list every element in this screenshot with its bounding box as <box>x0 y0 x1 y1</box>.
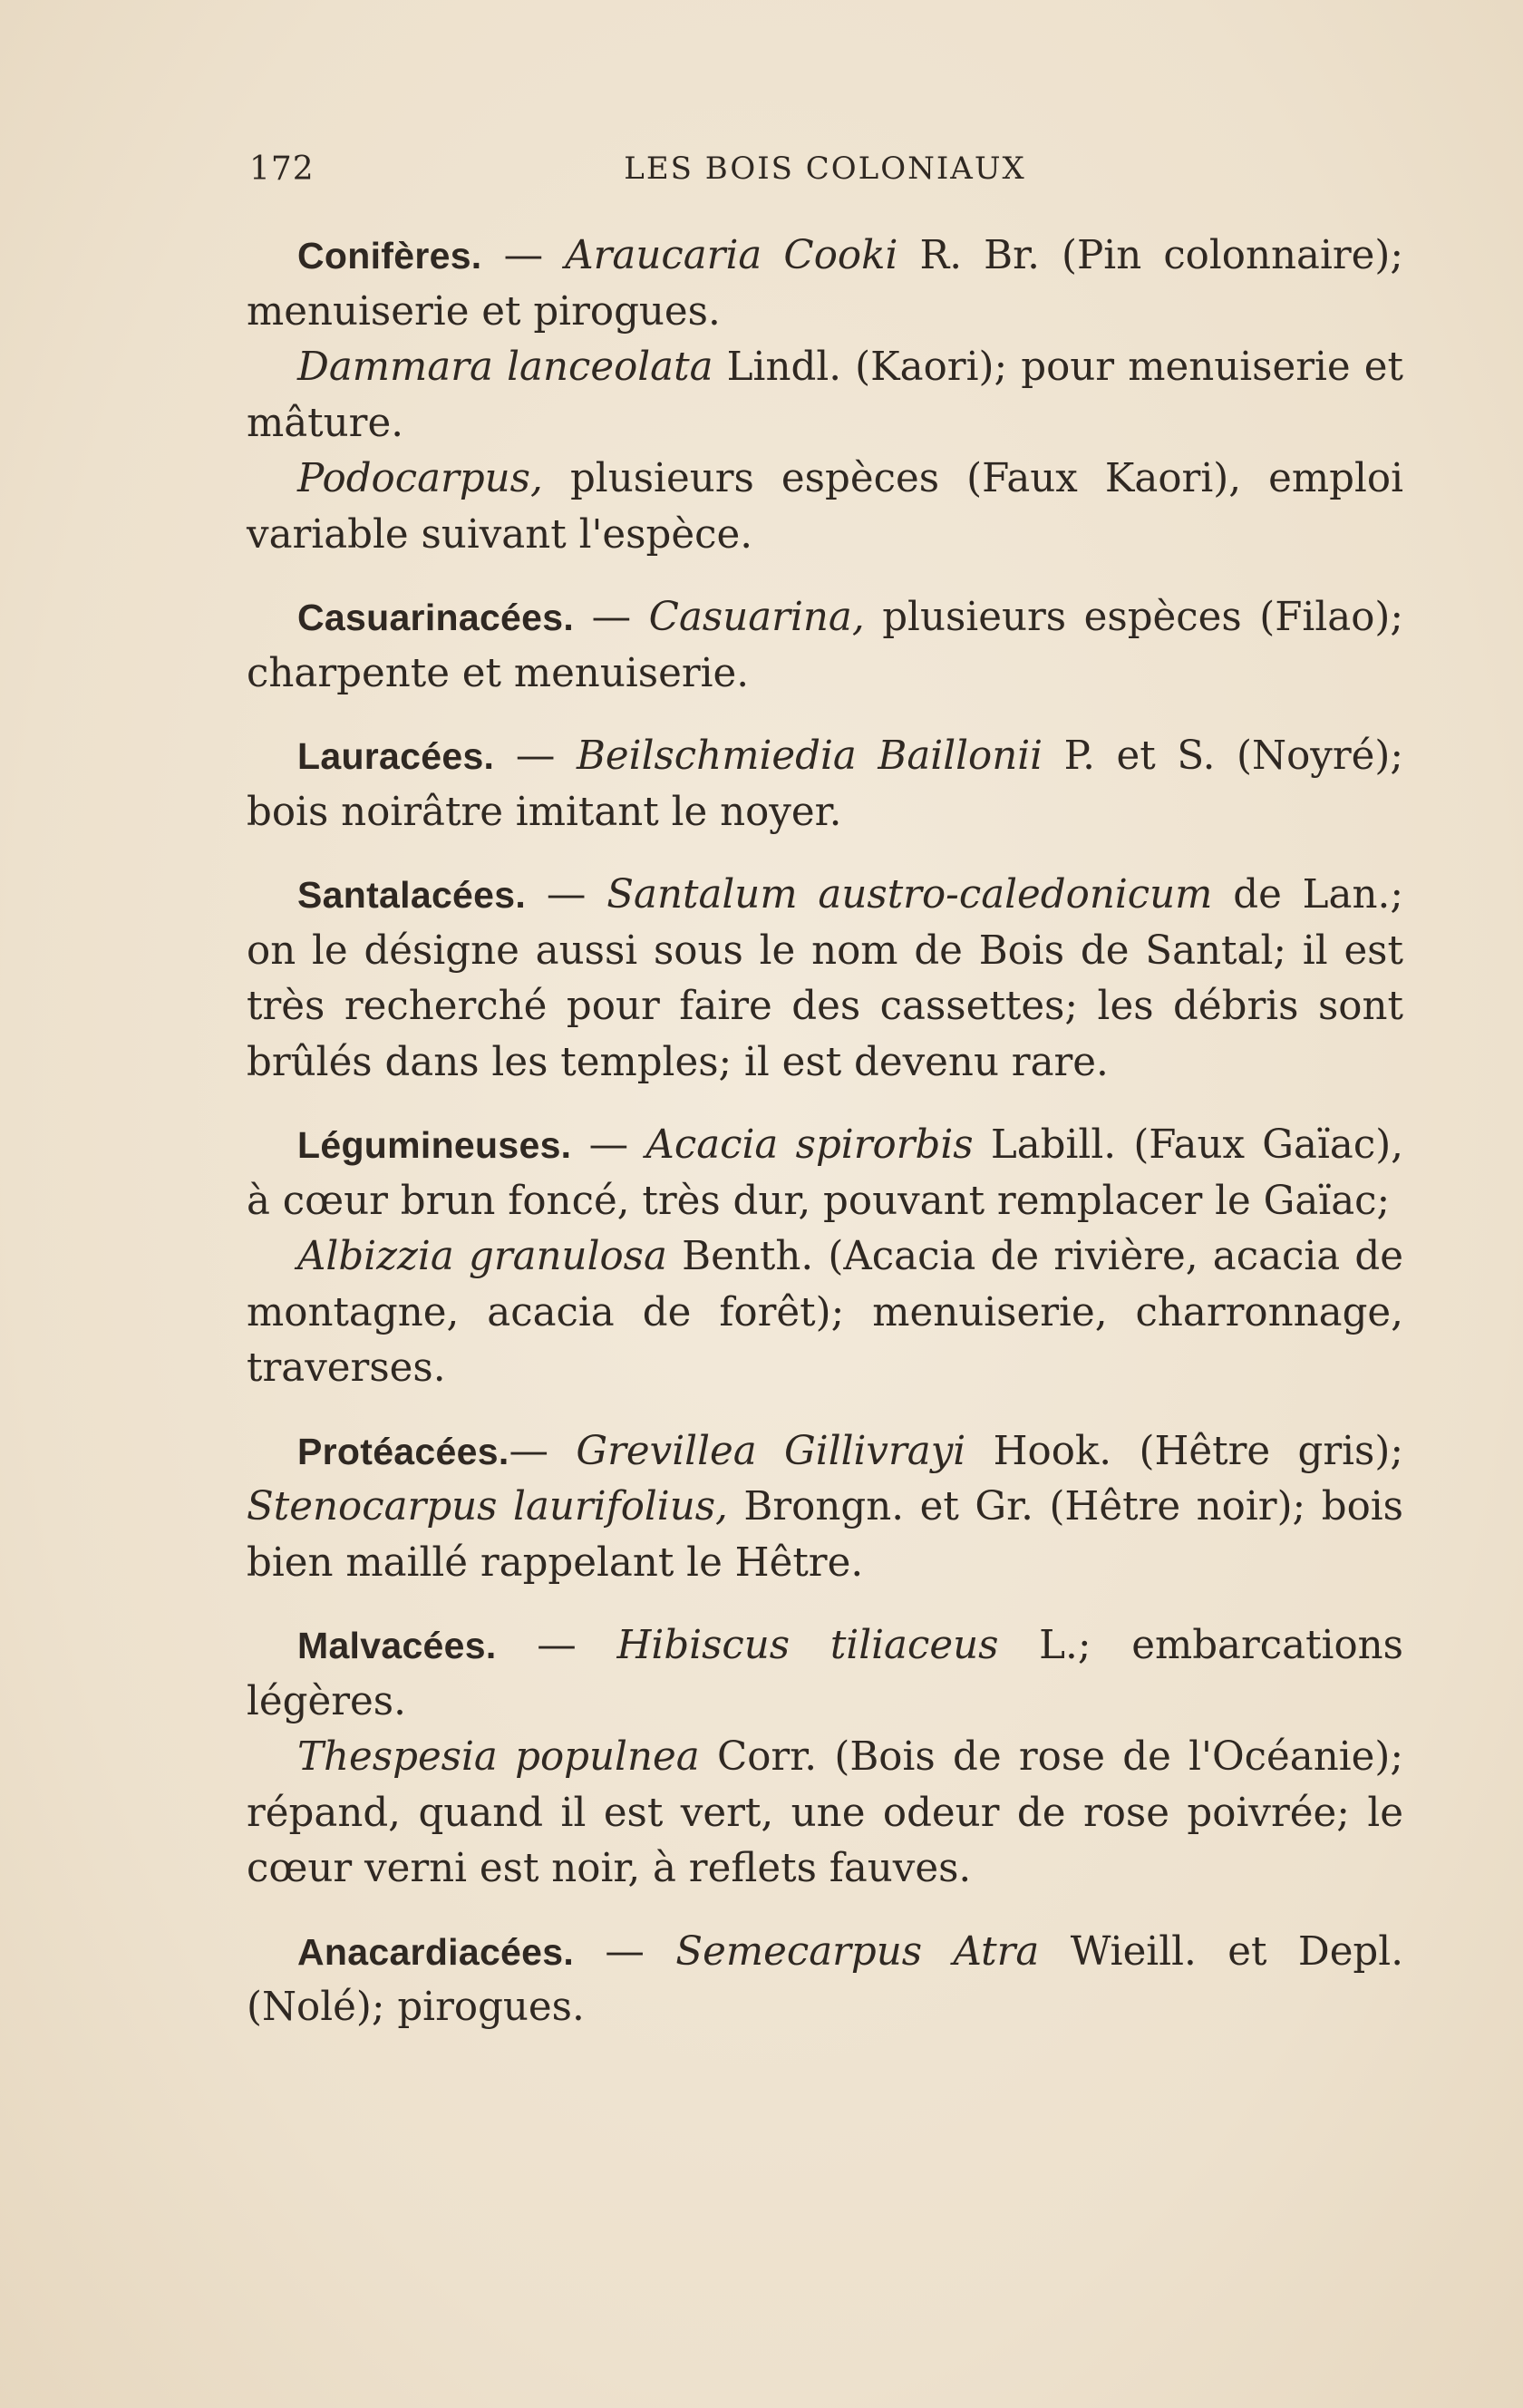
description: Corr. (Bois de rose de l'Océanie); répand, quand il est vert, une odeur de rose poivrée; le cœur verni est noir, à reflets fauves. <box>247 1734 1403 1891</box>
family-name: Protéacées. <box>297 1430 509 1472</box>
description: Hook. (Hêtre gris); <box>965 1428 1404 1474</box>
section-casuarinacees <box>247 590 1403 702</box>
description: plusieurs espèces (Faux Kaori), emploi variable suivant l'espèce. <box>247 456 1403 558</box>
description: R. Br. (Pin colonnaire); menuiserie et pirogues. <box>247 233 1404 335</box>
description: Wieill. et Depl. (Nolé); pirogues. <box>247 1928 1404 2030</box>
species-name: Semecarpus Atra <box>675 1928 1040 1975</box>
family-name: Anacardiacées. <box>297 1930 575 1973</box>
paragraph <box>247 1424 1403 1592</box>
description: Lindl. (Kaori); pour menuiserie et mâture. <box>247 345 1404 446</box>
page-header <box>249 150 1401 205</box>
paragraph <box>247 452 1403 563</box>
dash: — <box>481 233 566 278</box>
section-proteacees <box>247 1424 1403 1592</box>
paragraph <box>247 1229 1403 1397</box>
section-lauracees <box>247 729 1403 840</box>
species-name: Santalum austro-caledonicum <box>606 872 1213 918</box>
paragraph <box>247 1730 1403 1898</box>
page-body <box>247 228 1403 2063</box>
description: L.; embarcations légères. <box>247 1623 1403 1724</box>
dash: — <box>509 1428 577 1474</box>
dash: — <box>496 1623 617 1668</box>
description: Labill. (Faux Gaïac), à cœur brun foncé, très dur, pouvant remplacer le Gaïac; <box>247 1122 1403 1224</box>
running-title: LES BOIS COLONIAUX <box>624 150 1026 187</box>
family-name: Santalacées. <box>297 874 527 916</box>
description: Brongn. et Gr. (Hêtre noir); bois bien maillé rappelant le Hêtre. <box>247 1484 1403 1586</box>
species-name: Thespesia populnea <box>297 1734 700 1780</box>
section-coniferes <box>247 228 1403 563</box>
species-name: Casuarina, <box>648 595 865 640</box>
description: Benth. (Acacia de rivière, acacia de montagne, acacia de forêt); menuiserie, charronnage, traverses. <box>247 1234 1403 1391</box>
description: P. et S. (Noyré); bois noirâtre imitant le noyer. <box>247 733 1404 835</box>
dash: — <box>526 872 607 918</box>
family-name: Légumineuses. <box>297 1124 572 1166</box>
page-number: 172 <box>249 150 315 188</box>
species-name: Stenocarpus laurifolius, <box>247 1484 728 1529</box>
section-santalacees <box>247 868 1403 1091</box>
section-legumineuses <box>247 1118 1403 1397</box>
family-name: Casuarinacées. <box>297 597 575 638</box>
family-name: Conifères. <box>297 235 482 277</box>
species-name: Araucaria Cooki <box>565 233 898 278</box>
species-name: Acacia spirorbis <box>645 1122 974 1168</box>
paragraph <box>247 590 1403 702</box>
paragraph <box>247 228 1403 340</box>
species-name: Beilschmiedia Baillonii <box>576 733 1043 779</box>
paragraph <box>247 868 1403 1091</box>
dash: — <box>574 1928 676 1975</box>
dash: — <box>571 1122 646 1168</box>
family-name: Malvacées. <box>297 1625 497 1666</box>
species-name: Grevillea Gillivrayi <box>576 1428 966 1474</box>
paragraph <box>247 1118 1403 1229</box>
description: de Lan.; on le désigne aussi sous le nom de Bois de Santal; il est très recherché pour faire des cassettes; les débris sont brûlés dans les temples; il est devenu rare. <box>247 872 1403 1085</box>
species-name: Dammara lanceolata <box>297 345 713 390</box>
species-name: Podocarpus, <box>297 456 543 501</box>
paragraph <box>247 1925 1403 2036</box>
description: plusieurs espèces (Filao); charpente et menuiserie. <box>247 595 1404 696</box>
species-name: Hibiscus tiliaceus <box>616 1623 999 1668</box>
dash: — <box>574 595 649 640</box>
paragraph <box>247 340 1403 452</box>
paragraph <box>247 729 1403 840</box>
species-name: Albizzia granulosa <box>297 1234 667 1279</box>
paragraph <box>247 1618 1403 1730</box>
section-malvacees <box>247 1618 1403 1898</box>
section-anacardiacees <box>247 1925 1403 2036</box>
family-name: Lauracées. <box>297 735 495 777</box>
dash: — <box>494 733 577 779</box>
